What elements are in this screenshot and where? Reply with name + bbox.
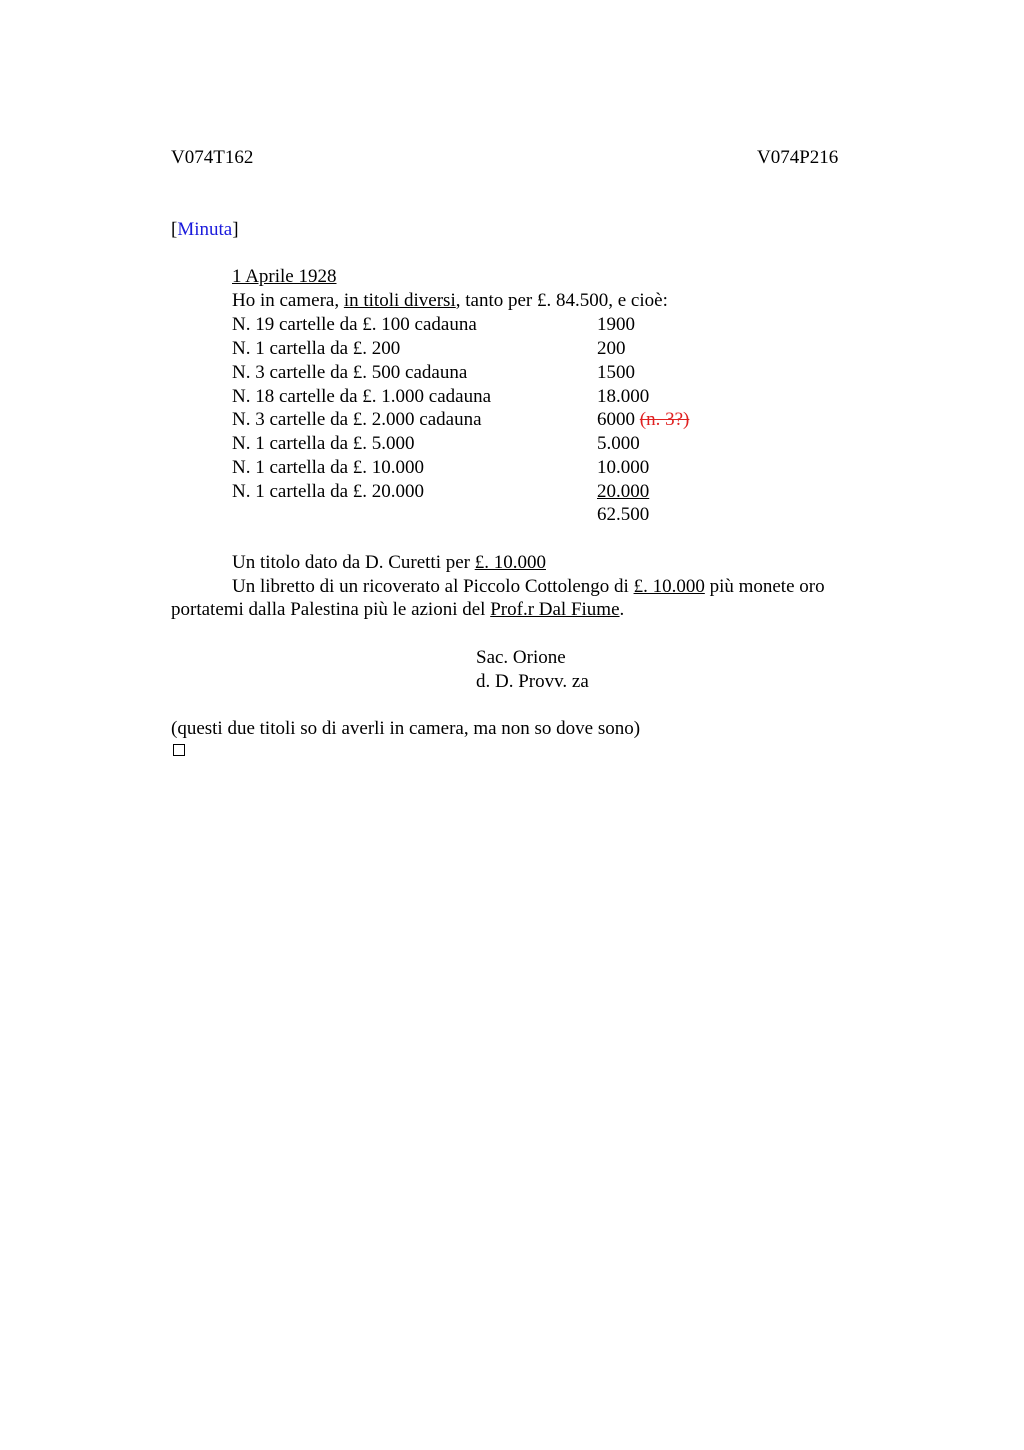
item-description: N. 19 cartelle da £. 100 cadauna	[232, 314, 477, 335]
document-code-left: V074T162	[171, 147, 254, 168]
open-bracket: [	[171, 219, 178, 240]
item-description: N. 1 cartella da £. 200	[232, 338, 401, 359]
item-description: N. 3 cartelle da £. 2.000 cadauna	[232, 409, 482, 430]
signature-title: d. D. Provv. za	[476, 671, 589, 692]
item-description: N. 18 cartelle da £. 1.000 cadauna	[232, 386, 492, 407]
total-amount: 62.500	[597, 504, 650, 525]
item-description: N. 3 cartelle da £. 500 cadauna	[232, 362, 468, 383]
item-description: N. 1 cartella da £. 10.000	[232, 457, 425, 478]
extra-title-line	[232, 551, 546, 575]
extra2-professor: Prof.r Dal Fiume	[490, 599, 620, 620]
item-amount: 20.000	[597, 481, 650, 502]
footnote: (questi due titoli so di averli in camera, ma non so dove sono)	[171, 718, 641, 739]
intro-line	[232, 289, 668, 313]
draft-label-text: Minuta	[177, 219, 233, 240]
draft-label	[171, 218, 239, 242]
signature-name: Sac. Orione	[476, 647, 566, 668]
item-description: N. 1 cartella da £. 5.000	[232, 433, 415, 454]
extra1-before: Un titolo dato da D. Curetti per	[232, 552, 475, 573]
document-code-right: V074P216	[757, 147, 839, 168]
intro-underlined: in titoli diversi	[343, 290, 456, 311]
extra-booklet-line1	[232, 575, 825, 599]
intro-after: , tanto per £. 84.500, e cioè:	[455, 290, 668, 311]
extra2-line2-before: portatemi dalla Palestina più le azioni del	[171, 599, 491, 620]
item-amount: 1500	[597, 362, 635, 383]
extra2-line1-after: più monete oro	[704, 576, 825, 597]
item-amount: 5.000	[597, 433, 640, 454]
item-amount: 6000	[597, 409, 635, 430]
item-amount-with-note	[597, 408, 689, 432]
item-amount: 18.000	[597, 386, 650, 407]
extra1-amount: £. 10.000	[474, 552, 546, 573]
end-square-icon	[173, 744, 185, 756]
item-description: N. 1 cartella da £. 20.000	[232, 481, 425, 502]
extra2-line2-after: .	[619, 599, 625, 620]
extra2-amount: £. 10.000	[633, 576, 705, 597]
close-bracket: ]	[232, 219, 239, 240]
item-amount: 10.000	[597, 457, 650, 478]
struck-note: (n. 3?)	[639, 409, 690, 430]
item-amount: 1900	[597, 314, 635, 335]
extra-booklet-line2	[171, 598, 624, 622]
intro-before: Ho in camera,	[232, 290, 344, 311]
extra2-line1-before: Un libretto di un ricoverato al Piccolo Cottolengo di	[232, 576, 634, 597]
item-amount: 200	[597, 338, 626, 359]
letter-date: 1 Aprile 1928	[232, 266, 337, 287]
